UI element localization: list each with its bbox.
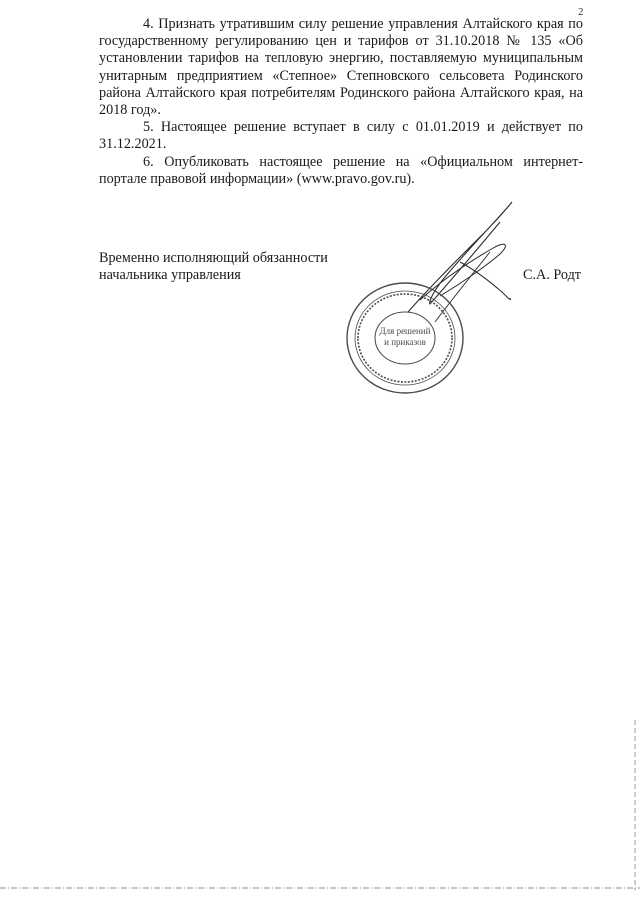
page-number: 2 bbox=[578, 6, 584, 18]
paragraph-5: 5. Настоящее решение вступает в силу с 01.01.2019 и действует по 31.12.2021. bbox=[99, 119, 583, 153]
signatory-position-line2: начальника управления bbox=[99, 267, 241, 284]
seal-text-line2: и приказов bbox=[384, 337, 426, 347]
official-seal bbox=[340, 278, 470, 398]
signatory-name: С.А. Родт bbox=[523, 267, 581, 284]
scan-bottom-edge bbox=[0, 887, 640, 889]
scan-right-edge bbox=[634, 720, 636, 890]
signatory-position-line1: Временно исполняющий обязанности bbox=[99, 250, 328, 266]
paragraph-4: 4. Признать утратившим силу решение управления Алтайского края по государственному регулированию цен и тарифов от 31.10.2018 № 135 «Об установлении тарифов на тепловую энергию, поставляемую муниципальным унитарным предприятием «Степное» Степновского сельсовета Родинского района Алтайского края потребителям Родинского района Алтайского края, на 2018 год». bbox=[99, 16, 583, 119]
document-body bbox=[99, 16, 583, 188]
seal-text-line1: Для решений bbox=[379, 326, 431, 336]
paragraph-6: 6. Опубликовать настоящее решение на «Официальном интернет-портале правовой информации» (www.pravo.gov.ru). bbox=[99, 153, 583, 187]
